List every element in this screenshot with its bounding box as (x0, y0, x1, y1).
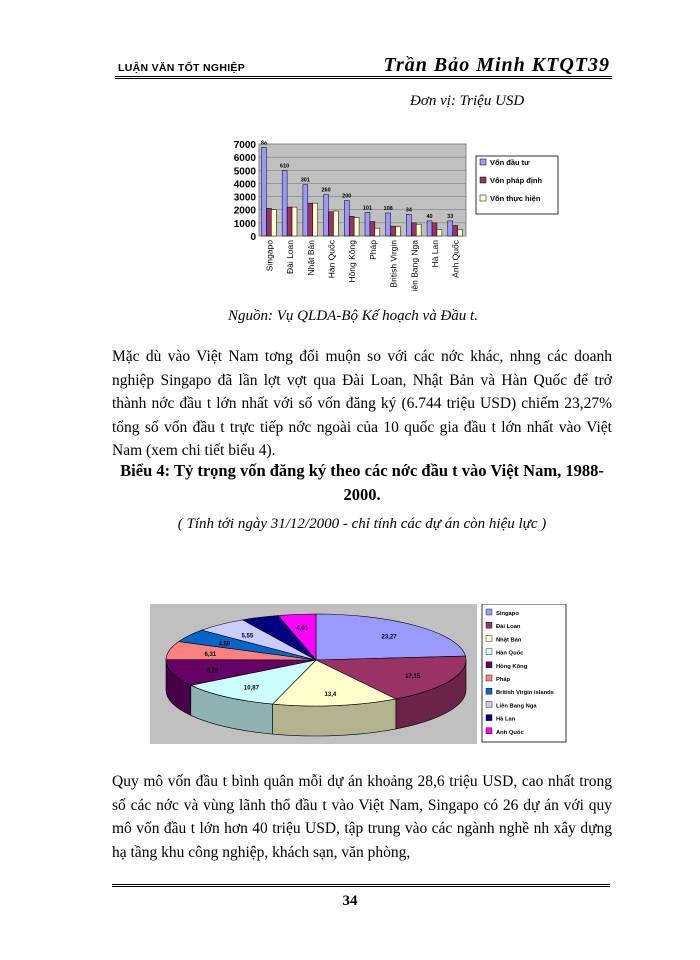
pie-legend-label: Singapo (496, 611, 519, 617)
pie-value-label: 17,15 (405, 673, 421, 680)
category-label: Hồng Kông (347, 240, 358, 283)
legend-label: Vốn thực hiện (490, 194, 541, 203)
pie-value-label: 10,87 (243, 685, 259, 692)
bar (303, 185, 308, 236)
y-tick-label: 0 (250, 232, 256, 243)
source-label: Nguồn: Vụ QLDA-Bộ Kế hoạch và Đầu t. (228, 308, 478, 324)
category-label: British Virgin (388, 240, 399, 288)
pie-legend-swatch (486, 701, 492, 707)
y-tick-label: 3000 (233, 192, 256, 204)
bar-chart (224, 134, 569, 302)
category-label: Singapo (264, 240, 275, 272)
pie-chart (150, 604, 568, 744)
data-label: 200 (342, 193, 352, 200)
data-label: 301 (300, 177, 310, 184)
bar (386, 213, 391, 236)
data-label: 108 (383, 206, 393, 212)
figure-subtitle: ( Tính tới ngày 31/12/2000 - chỉ tính các dự án còn hiệu lực ) (177, 516, 547, 532)
pie-legend-swatch (486, 662, 492, 668)
pie-legend-label: Nhật Bản (496, 637, 522, 644)
pie-legend-label: Liên Bang Nga (496, 703, 537, 710)
bar (266, 208, 271, 236)
paragraph-1: Mặc dù vào Việt Nam tơng đối muộn so với các nớc khác, nhng các doanh nghiệp Singapo đã lần lợt vợt qua Đài Loan, Nhật Bản và Hàn Quốc để trở thành nớc đầu t lớn nhất với số vốn đăng ký (6.744 triệu USD) chiếm 23,27% tổng số vốn đầu t trực tiếp nớc ngoài của 10 quốc gia đầu t lớn nhất vào Việt Nam (xem chi tiết biểu 4). (112, 348, 612, 459)
pie-legend-label: British Virgin islands (496, 690, 554, 697)
bar (375, 228, 380, 236)
bar (287, 207, 292, 236)
legend-swatch (480, 159, 486, 165)
pie-legend-label: Anh Quốc (496, 729, 524, 736)
category-label: Hà Lan (429, 240, 440, 268)
pie-value-label: 9,28 (206, 668, 219, 675)
bar (437, 229, 442, 236)
data-label: 260 (321, 187, 331, 194)
bar (391, 226, 396, 236)
bar (354, 218, 359, 236)
bar (308, 203, 313, 236)
y-tick-label: 4000 (233, 179, 256, 191)
pie-value-label: 4,59 (218, 641, 231, 648)
header-author: Trần Bảo Minh KTQT39 (383, 54, 610, 76)
y-tick-label: 2000 (233, 205, 256, 217)
pie-legend-label: Hàn Quốc (496, 650, 524, 657)
pie-legend-swatch (486, 609, 492, 615)
category-label: Anh Quốc (450, 240, 461, 278)
bar (448, 221, 453, 236)
category-label: Pháp (367, 240, 378, 260)
legend-label: Vốn pháp định (490, 176, 543, 185)
pie-value-label: 6,31 (204, 652, 217, 659)
pie-value-label: 5,55 (241, 633, 254, 640)
pie-legend-label: Đài Loan (496, 624, 521, 631)
pie-legend-swatch (486, 715, 492, 721)
pie-legend-swatch (486, 675, 492, 681)
bar (344, 201, 349, 236)
bar (365, 212, 370, 236)
pie-legend-label: Pháp (496, 677, 511, 683)
paragraph-2: Quy mô vốn đầu t bình quân mỗi dự án khoảng 28,6 triệu USD, cao nhất trong số các nớc và vùng lãnh thổ đầu t vào Việt Nam, Singapo có 26 dự án với quy mô vốn đầu t lớn hơn 40 triệu USD, tập trung vào các ngành nghề nh xây dựng hạ tầng khu công nghiệp, khách sạn, văn phòng, (112, 773, 612, 861)
category-label: iên Bang Nga (409, 240, 420, 292)
bar (324, 195, 329, 236)
bar (406, 214, 411, 236)
category-label: Đài Loan (285, 240, 296, 275)
pie-legend-label: Hồng Kông (496, 663, 528, 670)
pie-legend-swatch (486, 622, 492, 628)
unit-label: Đơn vị: Triệu USD (410, 93, 525, 109)
bar (427, 221, 432, 236)
bar (416, 224, 421, 236)
bar (329, 212, 334, 236)
bar (370, 222, 375, 236)
y-tick-label: 1000 (233, 218, 256, 230)
data-label: 33 (447, 213, 454, 220)
bar (411, 223, 416, 236)
legend-label: Vốn đầu tư (490, 158, 530, 167)
bar (313, 203, 318, 236)
pie-legend-swatch (486, 635, 492, 641)
bar (432, 223, 437, 236)
header-rule (115, 76, 612, 79)
data-label: 8a (260, 140, 268, 147)
legend-swatch (480, 177, 486, 183)
pie-legend-label: Hà Lan (496, 716, 516, 723)
bar (282, 170, 287, 236)
pie-value-label: 13,4 (324, 691, 337, 698)
pie-legend-swatch (486, 649, 492, 655)
data-label: 34 (405, 207, 412, 214)
bar (261, 147, 266, 236)
pie-value-label: 23,27 (381, 634, 397, 641)
bar (349, 216, 354, 236)
header-left-title: LUẬN VĂN TỐT NGHIỆP (118, 62, 246, 74)
y-tick-label: 6000 (233, 153, 256, 165)
data-label: 610 (280, 163, 290, 170)
pie-legend (482, 604, 566, 742)
bar (271, 210, 276, 236)
category-label: Hàn Quốc (326, 240, 337, 279)
bar (453, 225, 458, 236)
pie-value-label: 4,01 (296, 626, 309, 633)
page-number: 34 (342, 893, 358, 909)
data-label: 101 (362, 205, 373, 212)
bar (458, 229, 463, 236)
y-tick-label: 5000 (233, 166, 256, 178)
bar (292, 207, 297, 236)
pie-legend-swatch (486, 728, 492, 734)
bar (396, 227, 401, 236)
pie-legend-box (482, 604, 566, 742)
pie-legend-swatch (486, 688, 492, 694)
footer-rule (112, 884, 610, 887)
legend-swatch (480, 195, 486, 201)
y-tick-label: 7000 (233, 140, 256, 151)
data-label: 40 (426, 213, 433, 220)
bar (333, 211, 338, 236)
figure-title: Biểu 4: Tỷ trọng vốn đăng ký theo các nớc đầu t vào Việt Nam, 1988-2000. (120, 461, 604, 504)
legend (476, 156, 558, 214)
category-label: Nhật Bản (305, 240, 316, 276)
